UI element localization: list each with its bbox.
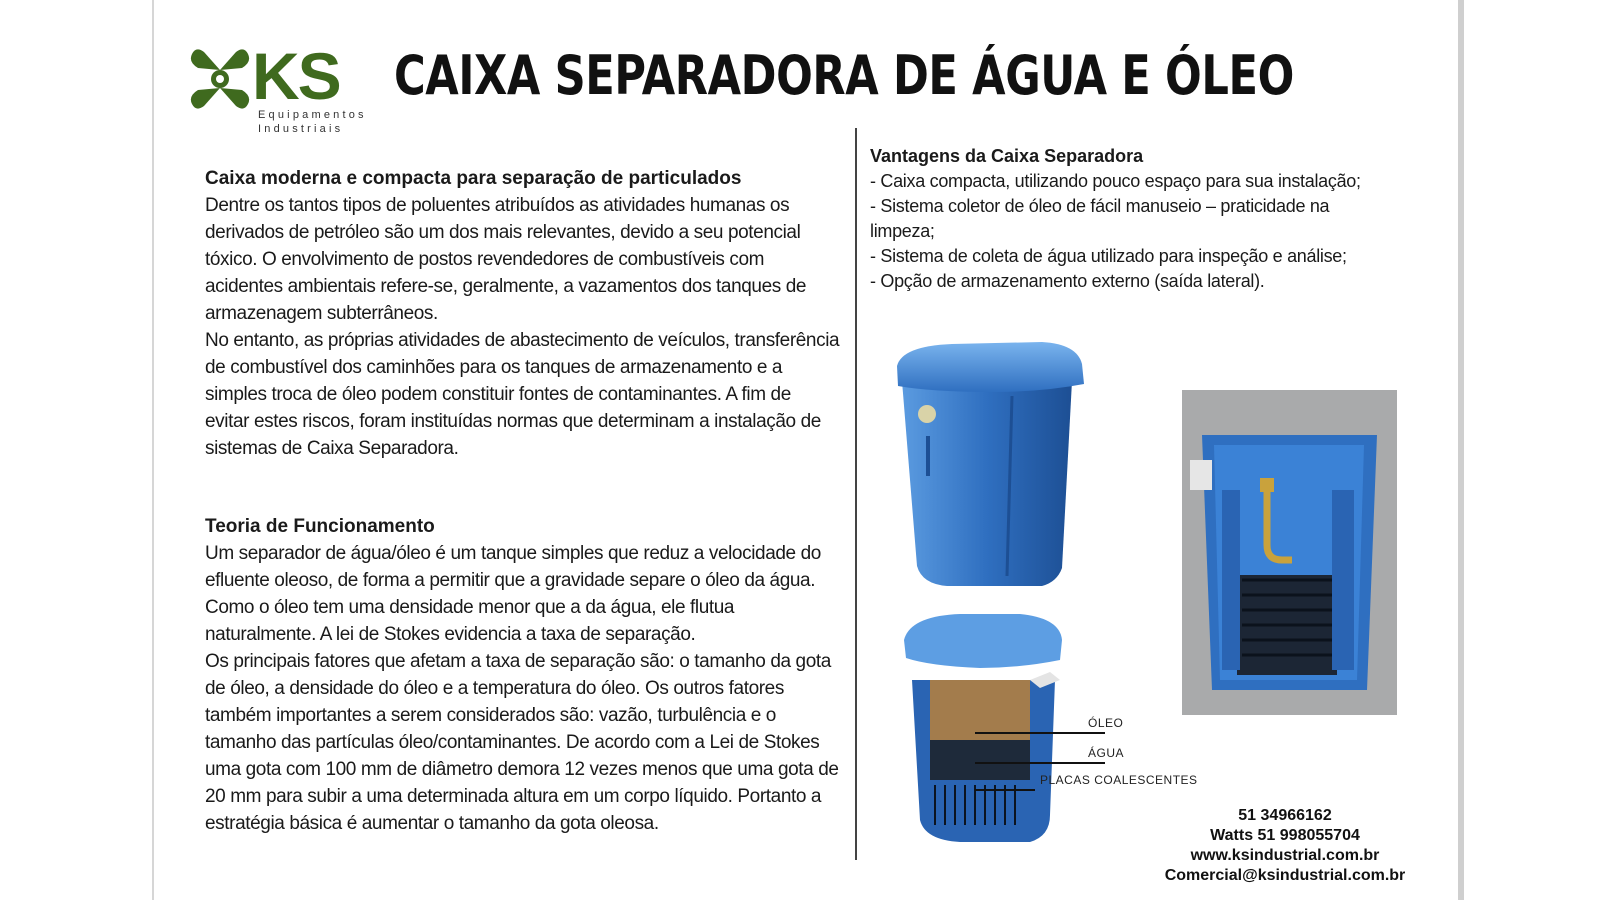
section1-line: derivados de petróleo são um dos mais relevantes, devido a seu potencial [205,222,801,243]
section1-line: armazenagem subterrâneos. [205,303,438,324]
section2-line: 20 mm para subir a uma determinada altura em um corpo líquido. Portanto a [205,786,822,807]
section2-line: naturalmente. A lei de Stokes evidencia a taxa de separação. [205,624,696,645]
page-right-margin [1464,0,1600,900]
section2-line: efluente oleoso, de forma a permitir que a gravidade separe o óleo da água. [205,570,816,591]
section2-line: de óleo, a densidade do óleo e a temperatura do óleo. Os outros fatores [205,678,784,699]
logo-subtitle-line2: Industriais [258,123,344,135]
closed-tank-image [892,336,1092,591]
logo-subtitle-line1: Equipamentos [258,109,367,121]
left-column [205,166,845,837]
advantage-item: - Caixa compacta, utilizando pouco espaço para sua instalação; [870,171,1361,191]
column-divider [855,128,857,860]
cutaway-render-graphic [1182,390,1397,715]
contact-block [1140,806,1430,886]
cutaway-tank-image [900,610,1080,850]
section1-line: evitar estes riscos, foram instituídas normas que determinam a instalação de [205,411,821,432]
logo-wordmark: KS [252,39,340,113]
section1-line: acidentes ambientais refere-se, geralmente, a vazamentos dos tanques de [205,276,807,297]
section2-line: uma gota com 100 mm de diâmetro demora 12 vezes menos que uma gota de [205,759,839,780]
advantage-item: limpeza; [870,221,935,241]
section2 [205,514,845,837]
section2-line: Os principais fatores que afetam a taxa de separação são: o tamanho da gota [205,651,831,672]
contact-website: www.ksindustrial.com.br [1190,847,1380,864]
water-label-line [975,762,1105,764]
section2-heading: Teoria de Funcionamento [205,516,435,537]
right-column [870,143,1430,294]
section1-line: tóxico. O envolvimento de postos revendedores de combustíveis com [205,249,765,270]
page-left-border [152,0,154,900]
advantages-heading: Vantagens da Caixa Separadora [870,146,1144,166]
section1-line: simples troca de óleo podem constituir fontes de contaminantes. A fim de [205,384,791,405]
advantages-list [870,169,1430,294]
ks-logo [190,39,390,141]
cutaway-render-image [1182,390,1397,715]
ks-logo-icon [190,48,250,110]
section1-line: Dentre os tantos tipos de poluentes atribuídos as atividades humanas os [205,195,790,216]
page-title: CAIXA SEPARADORA DE ÁGUA E ÓLEO [394,44,1294,107]
plates-label: PLACAS COALESCENTES [1040,773,1198,787]
oil-label-line [975,732,1105,734]
section1-heading: Caixa moderna e compacta para separação de particulados [205,168,742,189]
advantage-item: - Sistema de coleta de água utilizado para inspeção e análise; [870,246,1347,266]
section1-line: sistemas de Caixa Separadora. [205,438,459,459]
section2-line: tamanho das partículas óleo/contaminantes. De acordo com a Lei de Stokes [205,732,820,753]
advantage-item: - Sistema coletor de óleo de fácil manuseio – praticidade na [870,196,1330,216]
water-label: ÁGUA [1088,746,1125,760]
section2-line: também importantes a serem considerados são: vazão, turbulência e o [205,705,776,726]
section2-line: Como o óleo tem uma densidade menor que a da água, ele flutua [205,597,735,618]
section2-line: Um separador de água/óleo é um tanque simples que reduz a velocidade do [205,543,821,564]
logo-subtitle [258,108,388,136]
contact-email: Comercial@ksindustrial.com.br [1164,867,1406,884]
oil-label: ÓLEO [1088,716,1124,730]
contact-phone: 51 34966162 [1238,807,1332,824]
advantage-item: - Opção de armazenamento externo (saída lateral). [870,271,1265,291]
contact-whatsapp: Watts 51 998055704 [1210,827,1360,844]
plates-label-line [975,789,1035,791]
section2-line: estratégia básica é aumentar o tamanho da gota oleosa. [205,813,659,834]
section1-line: de combustível dos caminhões para os tanques de armazenamento e a [205,357,783,378]
section1-line: No entanto, as próprias atividades de abastecimento de veículos, transferência [205,330,840,351]
